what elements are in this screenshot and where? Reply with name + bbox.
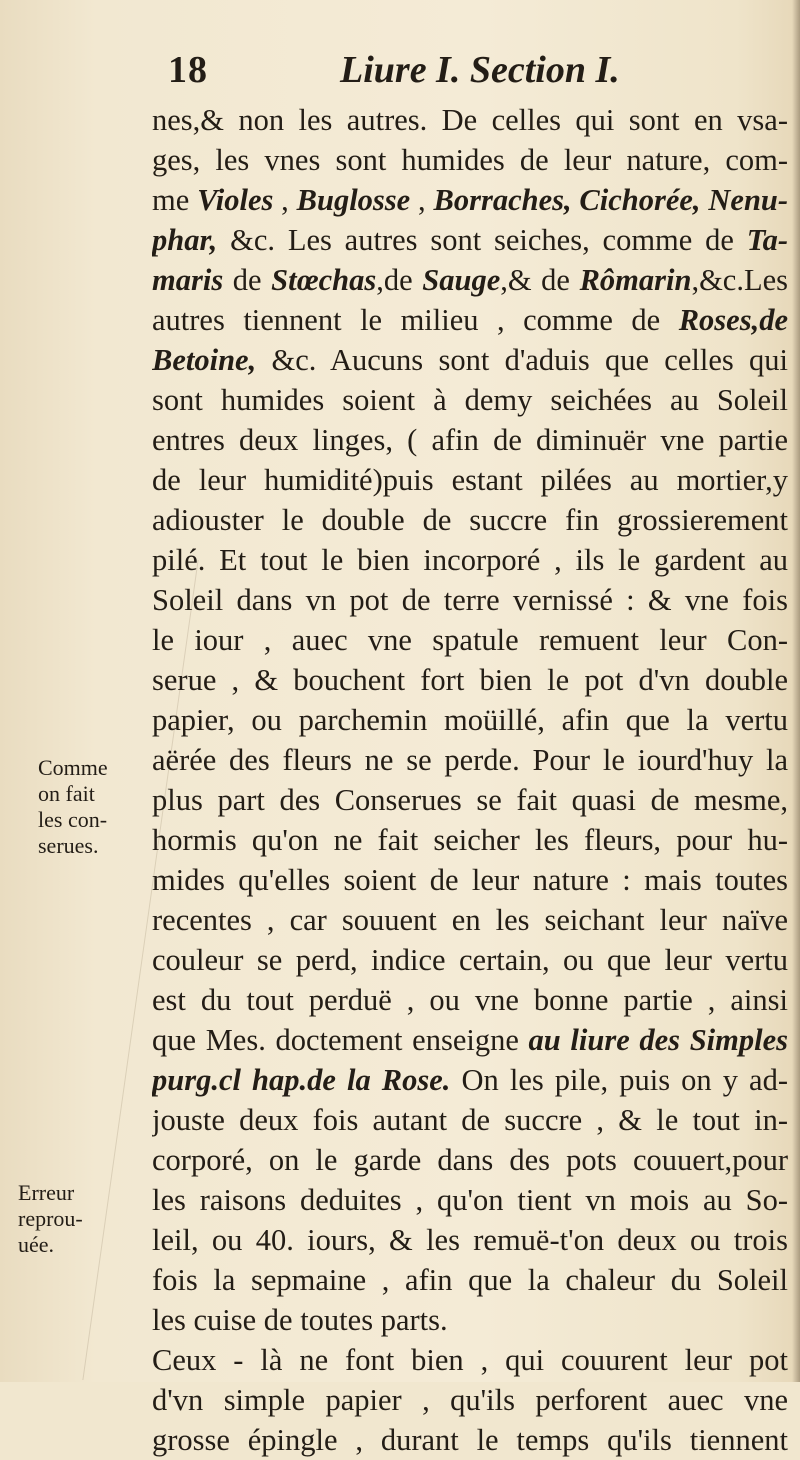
text-run <box>241 1063 252 1097</box>
page-edge-shadow <box>792 0 800 1382</box>
text-line <box>152 820 788 860</box>
text-line <box>152 940 788 980</box>
text-run: ges, les vnes sont humides de leur nature, com- <box>152 143 788 177</box>
text-line <box>152 420 788 460</box>
text-run: corporé, on le garde dans des pots couuert,pour <box>152 1143 788 1177</box>
body-text <box>152 100 788 1460</box>
text-line <box>152 300 788 340</box>
text-run: papier, ou parchemin moüillé, afin que la vertu <box>152 703 788 737</box>
text-line <box>152 380 788 420</box>
text-run: autres tiennent le milieu , comme de <box>152 303 679 337</box>
text-run: plus part des Conserues se fait quasi de mesme, <box>152 783 788 817</box>
text-run: On les pile, puis on y ad- <box>450 1063 788 1097</box>
text-run: de <box>223 263 272 297</box>
italic-run: Buglosse <box>296 183 411 217</box>
text-run: serue , & bouchent fort bien le pot d'vn double <box>152 663 788 697</box>
text-line <box>152 780 788 820</box>
margin-note-comme-on-fait <box>38 755 166 859</box>
margin-note-line: les con- <box>38 807 108 832</box>
text-line <box>152 260 788 300</box>
text-run: ,& de <box>500 263 580 297</box>
text-run: Ceux - là ne font bien , qui couurent leur pot <box>152 1343 788 1377</box>
text-run: sont humides soient à demy seichées au Soleil <box>152 383 788 417</box>
text-run: d'vn simple papier , qu'ils perforent auec vne <box>152 1383 788 1417</box>
text-run: grosse épingle , durant le temps qu'ils tiennent <box>152 1423 788 1457</box>
text-run: jouste deux fois autant de succre , & le tout in- <box>152 1103 788 1137</box>
margin-note-line: serues. <box>38 833 99 858</box>
text-run: couleur se perd, indice certain, ou que leur vertu <box>152 943 788 977</box>
text-line <box>152 1340 788 1380</box>
text-run: fois la sepmaine , afin que la chaleur du Soleil <box>152 1263 788 1297</box>
text-run: les cuise de toutes parts. <box>152 1303 448 1337</box>
text-run: me <box>152 183 198 217</box>
text-run: &c. Les autres sont seiches, comme de <box>217 223 747 257</box>
text-line <box>152 700 788 740</box>
text-run: , <box>273 183 297 217</box>
margin-note-line: reprou- <box>18 1206 83 1231</box>
text-line <box>152 140 788 180</box>
text-line <box>152 980 788 1020</box>
text-line <box>152 500 788 540</box>
italic-run: Sauge <box>422 263 501 297</box>
italic-run: maris <box>152 263 224 297</box>
text-run: , <box>410 183 434 217</box>
italic-run: purg.cl <box>152 1063 241 1097</box>
text-line <box>152 1220 788 1260</box>
text-run: recentes , car souuent en les seichant leur naïve <box>152 903 788 937</box>
text-line <box>152 740 788 780</box>
margin-note-line: Erreur <box>18 1180 75 1205</box>
text-run: nes,& non les autres. De celles qui sont en vsa- <box>152 103 788 137</box>
text-run: &c. Aucuns sont d'aduis que celles qui <box>256 343 788 377</box>
text-line <box>152 1060 788 1100</box>
page-number: 18 <box>168 49 208 91</box>
text-run: adiouster le double de succre fin grossierement <box>152 503 788 537</box>
text-line <box>152 660 788 700</box>
page-header <box>0 48 800 100</box>
text-line <box>152 1140 788 1180</box>
margin-note-line: uée. <box>18 1232 55 1257</box>
text-run: leil, ou 40. iours, & les remuë-t'on deux ou trois <box>152 1223 788 1257</box>
text-run: hormis qu'on ne fait seicher les fleurs, pour hu- <box>152 823 788 857</box>
text-line <box>152 860 788 900</box>
text-line <box>152 460 788 500</box>
text-run: les raisons deduites , qu'on tient vn mois au So- <box>152 1183 788 1217</box>
text-line <box>152 900 788 940</box>
running-head: Liure I. Section I. <box>340 49 620 91</box>
italic-run: Borraches, Cichorée, Nenu- <box>433 183 788 217</box>
text-line <box>152 1020 788 1060</box>
text-line <box>152 540 788 580</box>
italic-run: Ta- <box>746 223 788 257</box>
text-run: pilé. Et tout le bien incorporé , ils le gardent au <box>152 543 788 577</box>
text-line <box>152 1100 788 1140</box>
margin-note-line: Comme <box>38 755 108 780</box>
italic-run: Betoine, <box>152 343 257 377</box>
italic-run: hap.de la Rose. <box>252 1063 451 1097</box>
margin-note-erreur-reprouee <box>18 1180 146 1258</box>
text-line <box>152 1260 788 1300</box>
text-run: le iour , auec vne spatule remuent leur Con- <box>152 623 788 657</box>
italic-run: Violes <box>197 183 274 217</box>
text-line <box>152 1380 788 1420</box>
margin-note-line: on fait <box>38 781 95 806</box>
text-line <box>152 220 788 260</box>
text-run: mides qu'elles soient de leur nature : mais toutes <box>152 863 788 897</box>
text-run: que Mes. doctement enseigne <box>152 1023 529 1057</box>
italic-run: au liure des Simples <box>528 1023 788 1057</box>
text-run: ,&c.Les <box>691 263 788 297</box>
text-run: ,de <box>376 263 423 297</box>
text-run: entres deux linges, ( afin de diminuër vne partie <box>152 423 788 457</box>
text-line <box>152 620 788 660</box>
text-run: est du tout perduë , ou vne bonne partie , ainsi <box>152 983 788 1017</box>
italic-run: phar, <box>152 223 218 257</box>
text-run: de leur humidité)puis estant pilées au mortier,y <box>152 463 788 497</box>
italic-run: Roses,de <box>678 303 788 337</box>
text-line <box>152 100 788 140</box>
text-line <box>152 1420 788 1460</box>
text-line <box>152 1180 788 1220</box>
text-line <box>152 340 788 380</box>
text-run: aërée des fleurs ne se perde. Pour le iourd'huy la <box>152 743 788 777</box>
italic-run: Stœchas <box>271 263 377 297</box>
text-run: Soleil dans vn pot de terre vernissé : & vne fois <box>152 583 788 617</box>
italic-run: Rômarin <box>579 263 692 297</box>
text-line <box>152 580 788 620</box>
text-line <box>152 180 788 220</box>
text-line <box>152 1300 788 1340</box>
